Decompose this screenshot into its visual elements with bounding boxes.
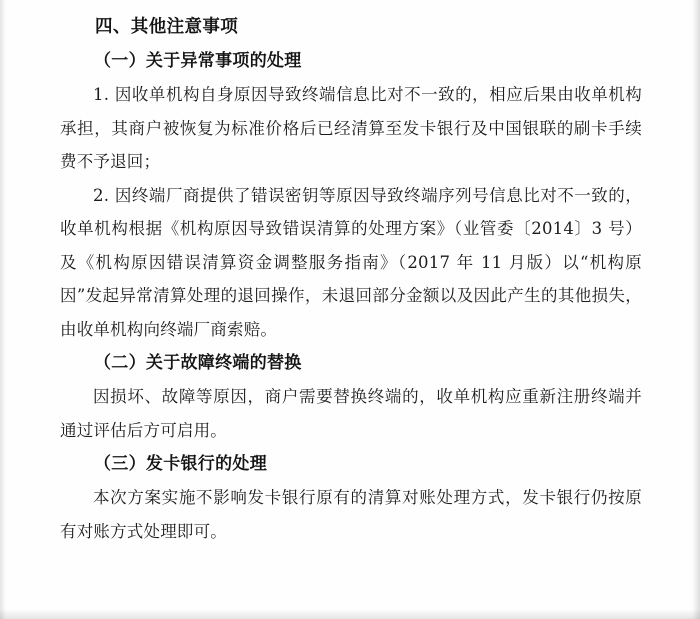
page-edge-shadow-left <box>0 0 6 619</box>
subheading-issuing-bank: （三）发卡银行的处理 <box>94 454 267 474</box>
paragraph-item-1: 1. 因收单机构自身原因导致终端信息比对不一致的，相应后果由收单机构承担，其商户被恢复为标准价格后已经清算至发卡银行及中国银联的刷卡手续费不予退回； <box>60 85 642 171</box>
paragraph-terminal-replacement: 因损坏、故障等原因，商户需要替换终端的，收单机构应重新注册终端并通过评估后方可启用。 <box>60 387 642 440</box>
paragraph-issuing-bank: 本次方案实施不影响发卡银行原有的清算对账处理方式，发卡银行仍按原有对账方式处理即可。 <box>60 488 642 541</box>
section-heading: 四、其他注意事项 <box>95 17 239 37</box>
page-edge-shadow-right <box>692 0 700 619</box>
paragraph-item-2: 2. 因终端厂商提供了错误密钥等原因导致终端序列号信息比对不一致的，收单机构根据《机构原因导致错误清算的处理方案》（业管委〔2014〕3 号）及《机构原因错误清算资金调整服务指南》（2017 年 11 月版）以“机构原因”发起异常清算处理的退回操作，未退回部分金额以及因此产生的其他损失，由收单机构向终端厂商索赔。 <box>60 185 642 339</box>
subheading-exception-handling: （一）关于异常事项的处理 <box>94 51 302 71</box>
subheading-terminal-replacement: （二）关于故障终端的替换 <box>94 353 302 373</box>
document-body <box>60 10 642 548</box>
page-edge-shadow-bottom <box>0 609 700 619</box>
